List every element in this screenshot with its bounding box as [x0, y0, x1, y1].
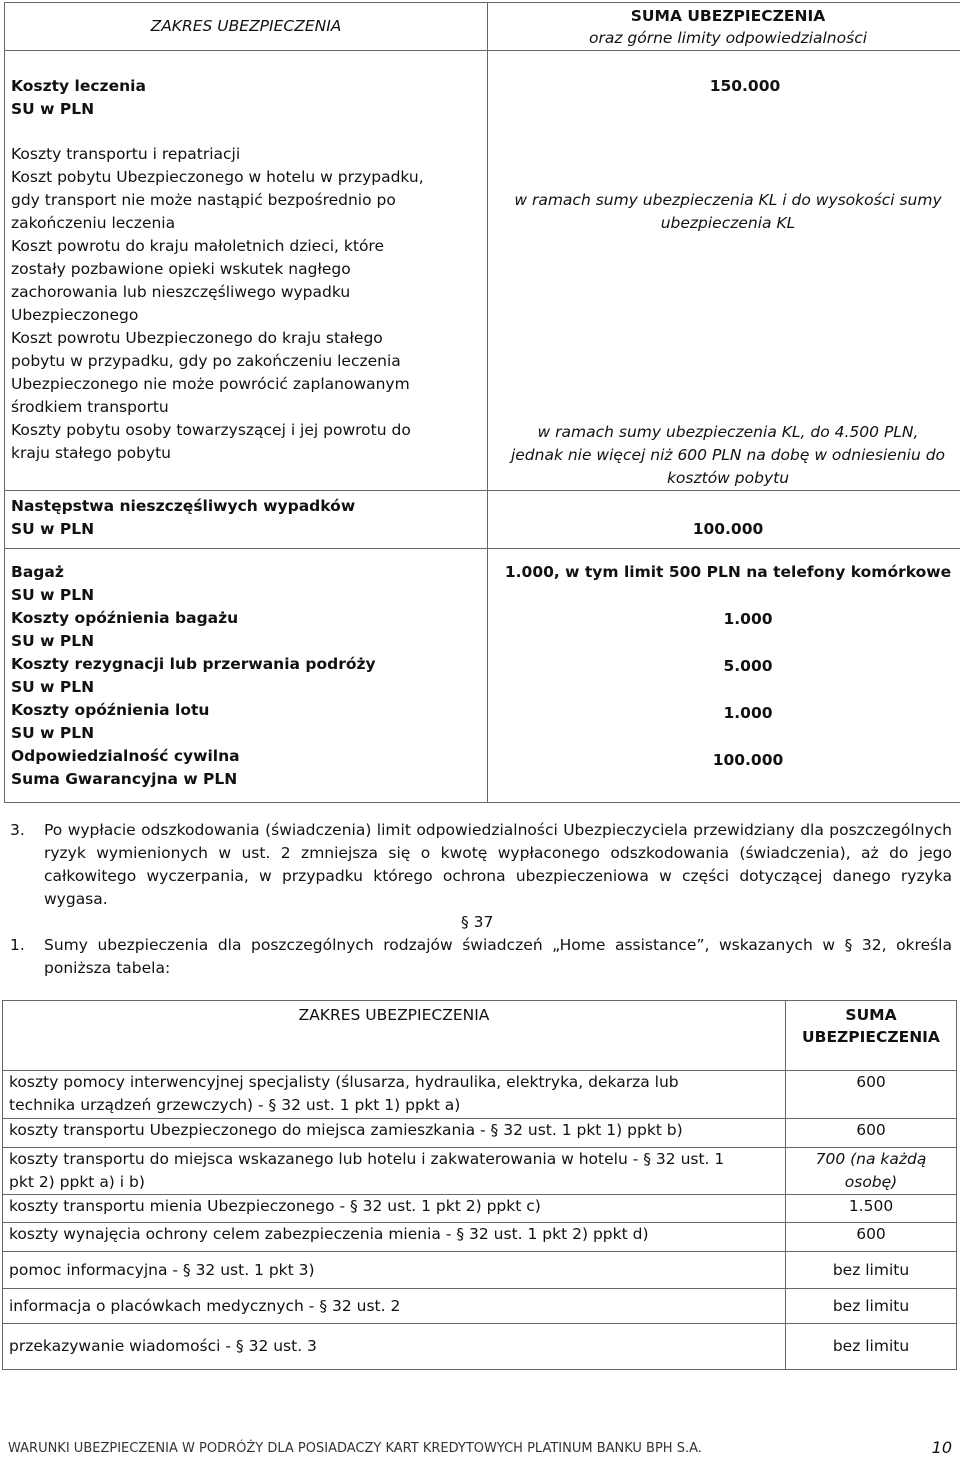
risk-label: Odpowiedzialność cywilna: [11, 745, 481, 768]
sum-cell: [786, 1071, 957, 1119]
table-row: [3, 1148, 957, 1195]
para1-text: Sumy ubezpieczenia dla poszczególnych rodzajów świadczeń „Home assistance”, wskazanych w § 32, określa poniższa tabela:: [44, 934, 952, 980]
risk-unit: SU w PLN: [11, 630, 481, 653]
table1-header-scope: ZAKRES UBEZPIECZENIA: [5, 3, 488, 51]
transport-line: kraju stałego pobytu: [11, 442, 481, 465]
risk-value: 100.000: [494, 749, 960, 796]
risk-unit: Suma Gwarancyjna w PLN: [11, 768, 481, 791]
table1-header-sum: [488, 3, 960, 51]
transport-note2-line: jednak nie więcej niż 600 PLN na dobę w odniesieniu do: [494, 444, 960, 467]
sum-value-note: osobę): [792, 1171, 950, 1194]
table-row: [3, 1252, 957, 1289]
transport-cell: [5, 143, 488, 491]
transport-note1-line: w ramach sumy ubezpieczenia KL i do wysokości sumy: [494, 189, 960, 212]
sum-cell: [786, 1252, 957, 1289]
transport-note2-line: kosztów pobytu: [494, 467, 960, 490]
transport-line: gdy transport nie może nastąpić bezpośrednio po: [11, 189, 481, 212]
kl-value-cell: [488, 51, 960, 143]
transport-line: Ubezpieczonego: [11, 304, 481, 327]
sum-cell: [786, 1223, 957, 1252]
sum-value: 1.500: [792, 1195, 950, 1218]
para1-number: 1.: [10, 934, 25, 957]
risk-unit: SU w PLN: [11, 676, 481, 699]
nnw-unit: SU w PLN: [11, 518, 481, 541]
benefit-cell: [3, 1071, 786, 1119]
table2-header-sum: [786, 1001, 957, 1071]
other-risks-cell: [5, 548, 488, 802]
kl-label: Koszty leczenia: [11, 75, 481, 98]
risk-value: 5.000: [494, 655, 960, 702]
benefit-cell: [3, 1324, 786, 1370]
sum-cell: [786, 1195, 957, 1223]
table-row: [3, 1071, 957, 1119]
risk-value: 1.000, w tym limit 500 PLN na telefony komórkowe: [494, 561, 960, 608]
transport-line: Koszty transportu i repatriacji: [11, 143, 481, 166]
risk-label: Koszty opóźnienia bagażu: [11, 607, 481, 630]
transport-line: pobytu w przypadku, gdy po zakończeniu leczenia: [11, 350, 481, 373]
benefit-line: koszty transportu Ubezpieczonego do miejsca zamieszkania - § 32 ust. 1 pkt 1) ppkt b): [9, 1119, 779, 1142]
risk-unit: SU w PLN: [11, 584, 481, 607]
other-risks-values-cell: [488, 548, 960, 802]
benefit-cell: [3, 1148, 786, 1195]
table-row: [3, 1289, 957, 1324]
risk-label: Koszty rezygnacji lub przerwania podróży: [11, 653, 481, 676]
transport-note1: [494, 189, 960, 235]
benefit-cell: [3, 1252, 786, 1289]
sum-cell: [786, 1289, 957, 1324]
kl-value: 150.000: [528, 75, 960, 98]
nnw-label: Następstwa nieszczęśliwych wypadków: [11, 495, 481, 518]
benefit-line: koszty transportu mienia Ubezpieczonego - § 32 ust. 1 pkt 2) ppkt c): [9, 1195, 779, 1218]
transport-line: Ubezpieczonego nie może powrócić zaplanowanym: [11, 373, 481, 396]
transport-line: zachorowania lub nieszczęśliwego wypadku: [11, 281, 481, 304]
table2-header-sum-line1: SUMA: [792, 1004, 950, 1026]
transport-line: Koszty pobytu osoby towarzyszącej i jej powrotu do: [11, 419, 481, 442]
nnw-label-cell: [5, 490, 488, 548]
sum-value: 600: [792, 1071, 950, 1094]
page-number: 10: [932, 1436, 952, 1459]
risk-unit: SU w PLN: [11, 722, 481, 745]
benefit-cell: [3, 1223, 786, 1252]
transport-note2: [494, 421, 960, 490]
benefit-line: koszty transportu do miejsca wskazanego lub hotelu i zakwaterowania w hotelu - § 32 ust. 1: [9, 1148, 779, 1171]
sum-cell: [786, 1119, 957, 1148]
benefit-cell: [3, 1289, 786, 1324]
nnw-value: 100.000: [494, 518, 960, 541]
table-row: [3, 1119, 957, 1148]
risk-value: 1.000: [494, 608, 960, 655]
transport-line: Koszt powrotu Ubezpieczonego do kraju stałego: [11, 327, 481, 350]
table2-header-sum-line2: UBEZPIECZENIA: [792, 1026, 950, 1048]
table-row: [3, 1324, 957, 1370]
sum-value: bez limitu: [792, 1259, 950, 1282]
benefit-line: informacja o placówkach medycznych - § 32 ust. 2: [9, 1295, 779, 1318]
table1-header-sum-subtitle: oraz górne limity odpowiedzialności: [494, 27, 960, 49]
kl-unit: SU w PLN: [11, 98, 481, 121]
sum-value: bez limitu: [792, 1335, 950, 1358]
benefit-cell: [3, 1195, 786, 1223]
kl-label-cell: [5, 51, 488, 143]
sum-value: 700 (na każdą: [792, 1148, 950, 1171]
sum-cell: [786, 1148, 957, 1195]
table-row: [3, 1195, 957, 1223]
sum-value: 600: [792, 1223, 950, 1246]
benefit-line: przekazywanie wiadomości - § 32 ust. 3: [9, 1335, 779, 1358]
table-row: [3, 1223, 957, 1252]
nnw-value-cell: [488, 490, 960, 548]
para3-number: 3.: [10, 819, 25, 842]
benefit-line: pkt 2) ppkt a) i b): [9, 1171, 779, 1194]
sum-value: 600: [792, 1119, 950, 1142]
transport-note1-line: ubezpieczenia KL: [494, 212, 960, 235]
risk-label: Bagaż: [11, 561, 481, 584]
sum-cell: [786, 1324, 957, 1370]
transport-line: Koszt pobytu Ubezpieczonego w hotelu w przypadku,: [11, 166, 481, 189]
transport-line: zakończeniu leczenia: [11, 212, 481, 235]
benefit-line: technika urządzeń grzewczych) - § 32 ust. 1 pkt 1) ppkt a): [9, 1094, 779, 1117]
other-risks-list: [11, 561, 481, 791]
table2-header-scope: ZAKRES UBEZPIECZENIA: [3, 1001, 786, 1071]
transport-line: Koszt powrotu do kraju małoletnich dzieci, które: [11, 235, 481, 258]
transport-note2-line: w ramach sumy ubezpieczenia KL, do 4.500 PLN,: [494, 421, 960, 444]
coverage-table: [4, 2, 960, 803]
transport-line: zostały pozbawione opieki wskutek nagłego: [11, 258, 481, 281]
benefit-cell: [3, 1119, 786, 1148]
risk-label: Koszty opóźnienia lotu: [11, 699, 481, 722]
para3-text: Po wypłacie odszkodowania (świadczenia) limit odpowiedzialności Ubezpieczyciela przewidziany dla poszczególnych ryzyk wymienionych w ust. 2 zmniejsza się o kwotę wypłaconego odszkodowania (świadczenia), aż do jego całkowitego wyczerpania, w przypadku którego ochrona ubezpieczeniowa w części dotyczącej danego ryzyka wygasa.: [44, 819, 952, 911]
transport-list: [11, 143, 481, 465]
risk-value: 1.000: [494, 702, 960, 749]
table1-header-sum-title: SUMA UBEZPIECZENIA: [494, 5, 960, 27]
sum-value: bez limitu: [792, 1295, 950, 1318]
transport-notes-cell: [488, 143, 960, 491]
benefit-line: pomoc informacyjna - § 32 ust. 1 pkt 3): [9, 1259, 779, 1282]
footer-text: WARUNKI UBEZPIECZENIA W PODRÓŻY DLA POSIADACZY KART KREDYTOWYCH PLATINUM BANKU BPH S.A.: [8, 1437, 702, 1460]
section-heading: § 37: [461, 911, 493, 934]
transport-line: środkiem transportu: [11, 396, 481, 419]
benefit-line: koszty wynajęcia ochrony celem zabezpieczenia mienia - § 32 ust. 1 pkt 2) ppkt d): [9, 1223, 779, 1246]
other-risks-values: [494, 561, 960, 796]
benefit-line: koszty pomocy interwencyjnej specjalisty (ślusarza, hydraulika, elektryka, dekarza lub: [9, 1071, 779, 1094]
home-assistance-table: [2, 1000, 957, 1370]
